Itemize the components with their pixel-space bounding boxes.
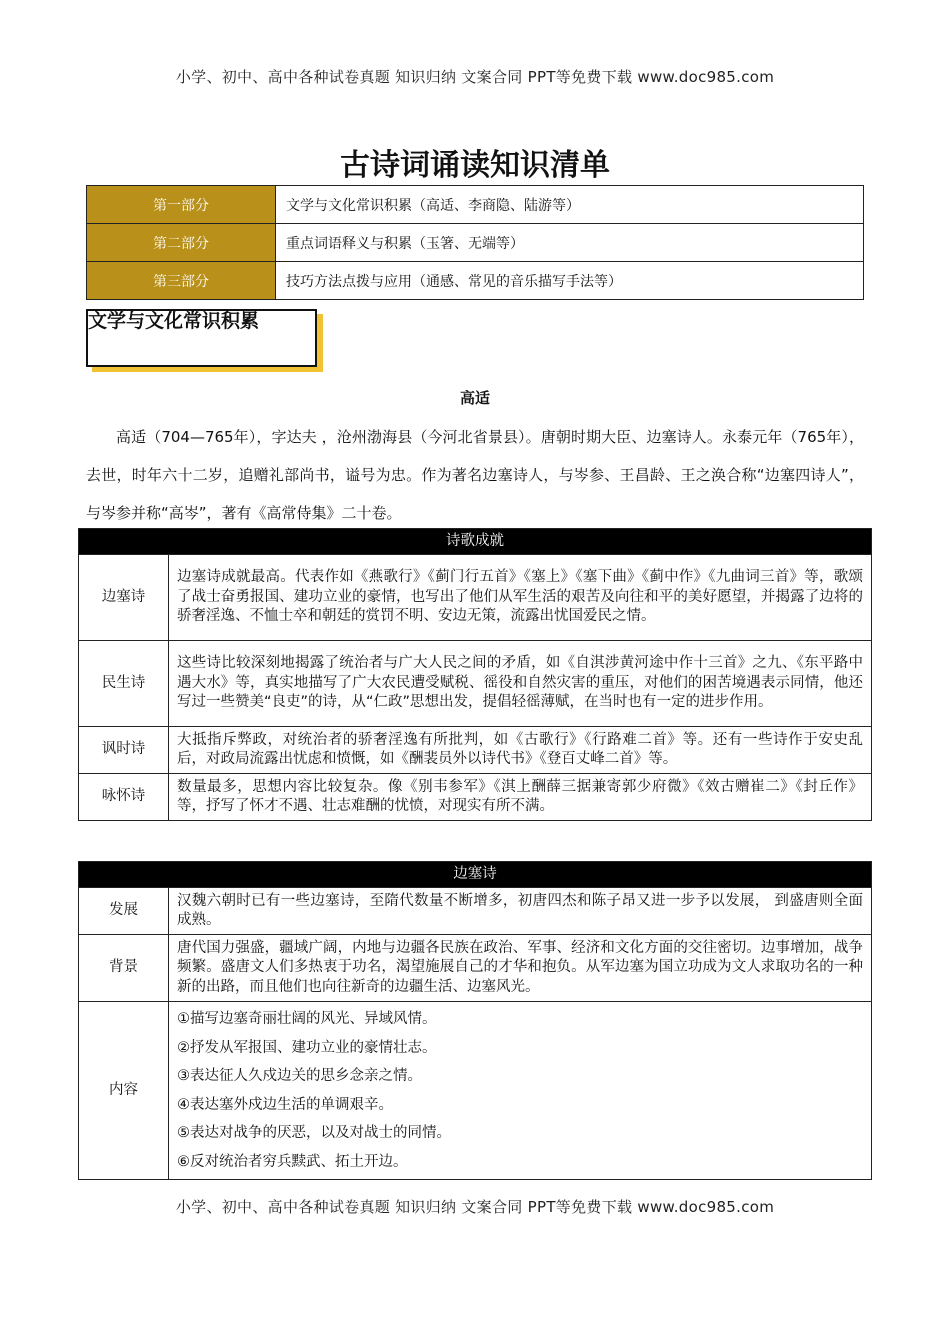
person-name: 高适 bbox=[459, 389, 490, 407]
table-row bbox=[79, 1002, 872, 1180]
row-label: 发展 bbox=[79, 888, 169, 935]
row-label: 讽时诗 bbox=[79, 727, 169, 774]
table-row bbox=[79, 555, 872, 641]
frontier-table bbox=[78, 861, 872, 1180]
row-label: 咏怀诗 bbox=[79, 774, 169, 821]
toc-content: 文学与文化常识积累（高适、李商隐、陆游等） bbox=[276, 186, 864, 224]
toc-content: 技巧方法点拨与应用（通感、常见的音乐描写手法等） bbox=[276, 262, 864, 300]
row-label: 边塞诗 bbox=[79, 555, 169, 641]
toc-table bbox=[86, 185, 864, 300]
row-text: 边塞诗成就最高。代表作如《燕歌行》《蓟门行五首》《塞上》《塞下曲》《蓟中作》《九曲词三首》等，歌颂了战士奋勇报国、建功立业的豪情，也写出了他们从军生活的艰苦及向往和平的美好愿望，并揭露了边将的骄奢淫逸、不恤士卒和朝廷的赏罚不明、安边无策，流露出忧国爱民之情。 bbox=[169, 555, 872, 641]
row-text: 数量最多，思想内容比较复杂。像《别韦参军》《淇上酬薛三据兼寄郭少府微》《效古赠崔二》《封丘作》等，抒写了怀才不遇、壮志难酬的忧愤，对现实有所不满。 bbox=[169, 774, 872, 821]
row-text: 这些诗比较深刻地揭露了统治者与广大人民之间的矛盾，如《自淇涉黄河途中作十三首》之九、《东平路中遇大水》等，真实地描写了广大农民遭受赋税、徭役和自然灾害的重压，对他们的困苦境遇表示同情，他还写过一些赞美“良吏”的诗，从“仁政”思想出发，提倡轻徭薄赋，在当时也有一定的进步作用。 bbox=[169, 641, 872, 727]
table-row bbox=[79, 641, 872, 727]
list-item: ⑤表达对战争的厌恶，以及对战士的同情。 bbox=[177, 1125, 451, 1141]
toc-content: 重点词语释义与积累（玉箸、无端等） bbox=[276, 224, 864, 262]
toc-row bbox=[87, 262, 864, 300]
toc-part: 第一部分 bbox=[87, 186, 276, 224]
list-item: ③表达征人久戍边关的思乡念亲之情。 bbox=[177, 1068, 422, 1084]
table-header: 边塞诗 bbox=[79, 862, 872, 888]
page-footer: 小学、初中、高中各种试卷真题 知识归纳 文案合同 PPT等免费下载 www.doc985.com bbox=[175, 1198, 775, 1216]
page-title: 古诗词诵读知识清单 bbox=[340, 148, 610, 183]
section-heading: 文学与文化常识积累 bbox=[88, 310, 260, 332]
row-text: 大抵指斥弊政，对统治者的骄奢淫逸有所批判，如《古歌行》《行路难二首》等。还有一些诗作于安史乱后，对政局流露出忧虑和愤慨，如《酬裴员外以诗代书》《登百丈峰二首》等。 bbox=[169, 727, 872, 774]
row-text: 汉魏六朝时已有一些边塞诗，至隋代数量不断增多，初唐四杰和陈子昂又进一步予以发展， 到盛唐则全面成熟。 bbox=[169, 888, 872, 935]
page-header: 小学、初中、高中各种试卷真题 知识归纳 文案合同 PPT等免费下载 www.doc985.com bbox=[175, 68, 775, 86]
list-item: ⑥反对统治者穷兵黩武、拓土开边。 bbox=[177, 1153, 408, 1170]
toc-part: 第三部分 bbox=[87, 262, 276, 300]
toc-part: 第二部分 bbox=[87, 224, 276, 262]
table-header: 诗歌成就 bbox=[79, 529, 872, 555]
toc-row bbox=[87, 186, 864, 224]
achievements-table bbox=[78, 528, 872, 821]
row-label: 内容 bbox=[79, 1002, 169, 1180]
toc-row bbox=[87, 224, 864, 262]
table-row bbox=[79, 935, 872, 1002]
intro-paragraph: 高适（704—765年），字达夫 ，沧州渤海县（今河北省景县）。唐朝时期大臣、边塞诗人。永泰元年（765年），去世，时年六十二岁，追赠礼部尚书，谥号为忠。作为著名边塞诗人，与岑参、王昌龄、王之涣合称“边塞四诗人”，与岑参并称“高岑”，著有《高常侍集》二十卷。 bbox=[86, 428, 864, 522]
row-label: 民生诗 bbox=[79, 641, 169, 727]
content-list bbox=[169, 1002, 872, 1180]
table-row bbox=[79, 774, 872, 821]
list-item: ①描写边塞奇丽壮阔的风光、异域风情。 bbox=[177, 1011, 437, 1027]
row-label: 背景 bbox=[79, 935, 169, 1002]
table-row bbox=[79, 888, 872, 935]
table-row bbox=[79, 727, 872, 774]
row-text: 唐代国力强盛，疆域广阔，内地与边疆各民族在政治、军事、经济和文化方面的交往密切。边事增加，战争频繁。盛唐文人们多热衷于功名，渴望施展自己的才华和抱负。从军边塞为国立功成为文人求取功名的一种新的出路，而且他们也向往新奇的边疆生活、边塞风光。 bbox=[169, 935, 872, 1002]
list-item: ④表达塞外戍边生活的单调艰辛。 bbox=[177, 1096, 393, 1113]
list-item: ②抒发从军报国、建功立业的豪情壮志。 bbox=[177, 1039, 437, 1056]
